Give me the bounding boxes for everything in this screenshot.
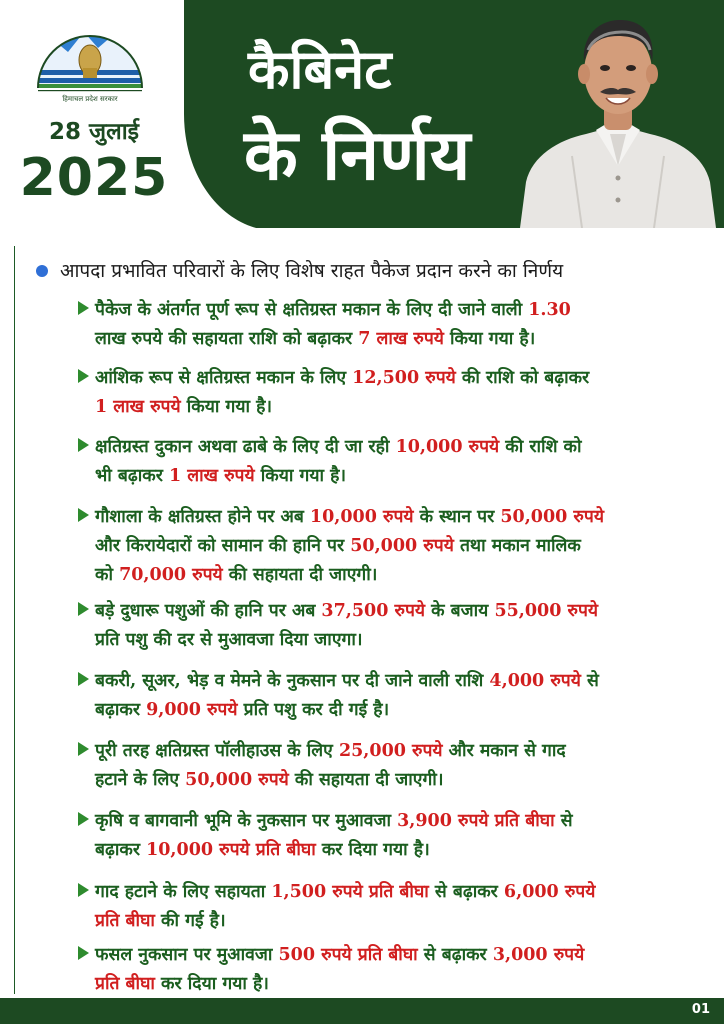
list-item	[78, 737, 698, 795]
list-item-text	[95, 667, 698, 725]
list-item	[78, 503, 698, 590]
text-segment: बड़े दुधारू पशुओं की हानि पर अब	[95, 601, 322, 621]
highlight-amount: 6,000 रुपये	[503, 882, 596, 902]
highlight-amount: 50,000 रुपये	[350, 536, 454, 556]
page-title-line1: कैबिनेट	[248, 38, 392, 101]
green-arrow-icon	[78, 438, 89, 452]
list-item	[78, 364, 698, 422]
highlight-amount: 3,000 रुपये	[492, 945, 585, 965]
text-segment: बकरी, सूअर, भेड़ व मेमने के नुकसान पर दी जाने वाली राशि	[95, 671, 490, 691]
text-segment: की सहायता दी जाएगी।	[222, 565, 378, 585]
text-segment: लाख रुपये की सहायता राशि को बढ़ाकर	[95, 329, 359, 349]
highlight-amount: 10,000 रुपये	[309, 507, 414, 527]
text-segment: कृषि व बागवानी भूमि के नुकसान पर मुआवजा	[95, 811, 398, 831]
text-segment: किया गया है।	[443, 329, 536, 349]
text-segment: और किरायेदारों को सामान की हानि पर	[95, 536, 351, 556]
highlight-amount: 7 लाख रुपये	[358, 329, 444, 349]
list-item-text	[95, 433, 698, 491]
highlight-amount: 3,900 रुपये प्रति बीघा	[397, 811, 555, 831]
highlight-amount: 10,000 रुपये	[395, 437, 500, 457]
bullet-dot-icon	[36, 265, 48, 277]
highlight-amount: 50,000 रुपये	[185, 770, 289, 790]
text-segment: किया गया है।	[180, 397, 273, 417]
highlight-amount: 50,000 रुपये	[500, 507, 604, 527]
section-heading	[36, 258, 714, 284]
list-item-text	[95, 878, 698, 936]
date-year: 2025	[19, 148, 169, 208]
logo-caption: हिमाचल प्रदेश सरकार	[62, 95, 118, 103]
list-item	[78, 667, 698, 725]
text-segment: बढ़ाकर	[95, 700, 147, 720]
highlight-amount: 70,000 रुपये	[119, 565, 223, 585]
section-heading-text: आपदा प्रभावित परिवारों के लिए विशेष राहत पैकेज प्रदान करने का निर्णय	[60, 260, 564, 282]
green-arrow-icon	[78, 883, 89, 897]
highlight-amount: 12,500 रुपये	[352, 368, 456, 388]
list-item-text	[95, 807, 698, 865]
green-arrow-icon	[78, 672, 89, 686]
highlight-amount: 9,000 रुपये	[146, 700, 238, 720]
chief-minister-photo	[512, 6, 724, 228]
green-arrow-icon	[78, 742, 89, 756]
list-item-text	[95, 296, 698, 354]
highlight-amount: 4,000 रुपये	[489, 671, 581, 691]
highlight-amount: 1 लाख रुपये	[95, 397, 181, 417]
green-arrow-icon	[78, 301, 89, 315]
list-item	[78, 597, 698, 655]
list-item	[78, 807, 698, 865]
left-guide-line	[14, 246, 15, 994]
highlight-amount: 37,500 रुपये	[321, 601, 426, 621]
text-segment: को	[95, 565, 120, 585]
text-segment: की राशि को बढ़ाकर	[455, 368, 590, 388]
date-day-month: 28 जुलाई	[49, 119, 139, 145]
text-segment: भी बढ़ाकर	[95, 466, 169, 486]
text-segment: पूरी तरह क्षतिग्रस्त पॉलीहाउस के लिए	[95, 741, 339, 761]
text-segment: आंशिक रूप से क्षतिग्रस्त मकान के लिए	[95, 368, 353, 388]
text-segment: की गई है।	[154, 911, 226, 931]
text-segment: बढ़ाकर	[95, 840, 147, 860]
green-arrow-icon	[78, 508, 89, 522]
list-item-text	[95, 503, 698, 590]
text-segment: की सहायता दी जाएगी।	[288, 770, 444, 790]
highlight-amount: प्रति बीघा	[95, 911, 155, 931]
green-arrow-icon	[78, 369, 89, 383]
text-segment: से बढ़ाकर	[417, 945, 493, 965]
list-item	[78, 878, 698, 936]
green-arrow-icon	[78, 946, 89, 960]
text-segment: कर दिया गया है।	[154, 974, 269, 994]
text-segment: से	[554, 811, 573, 831]
text-segment: से बढ़ाकर	[428, 882, 504, 902]
text-segment: क्षतिग्रस्त दुकान अथवा ढाबे के लिए दी जा रही	[95, 437, 396, 457]
list-item	[78, 296, 698, 354]
highlight-amount: 10,000 रुपये प्रति बीघा	[146, 840, 316, 860]
page-number: 01	[691, 1002, 710, 1017]
footer-bar	[0, 998, 724, 1024]
highlight-amount: 1.30	[528, 300, 571, 320]
text-segment: गाद हटाने के लिए सहायता	[95, 882, 272, 902]
header	[0, 0, 724, 228]
text-segment: के बजाय	[425, 601, 495, 621]
text-segment: हटाने के लिए	[95, 770, 186, 790]
text-segment: किया गया है।	[254, 466, 347, 486]
text-segment: गौशाला के क्षतिग्रस्त होने पर अब	[95, 507, 310, 527]
text-segment: और मकान से गाद	[442, 741, 566, 761]
list-item-text	[95, 597, 698, 655]
text-segment: प्रति पशु कर दी गई है।	[237, 700, 390, 720]
highlight-amount: 1,500 रुपये प्रति बीघा	[271, 882, 429, 902]
text-segment: फसल नुकसान पर मुआवजा	[95, 945, 279, 965]
list-item	[78, 941, 698, 999]
list-item-text	[95, 364, 698, 422]
text-segment: की राशि को	[499, 437, 582, 457]
text-segment: कर दिया गया है।	[315, 840, 430, 860]
highlight-amount: 25,000 रुपये	[338, 741, 443, 761]
highlight-amount: प्रति बीघा	[95, 974, 155, 994]
himachal-emblem-icon	[34, 14, 146, 106]
text-segment: प्रति पशु की दर से मुआवजा दिया जाएगा।	[95, 630, 363, 650]
text-segment: पैकेज के अंतर्गत पूर्ण रूप से क्षतिग्रस्त मकान के लिए दी जाने वाली	[95, 300, 529, 320]
text-segment: तथा मकान मालिक	[453, 536, 581, 556]
page-title-line2: के निर्णय	[244, 114, 471, 196]
text-segment: से	[580, 671, 599, 691]
green-arrow-icon	[78, 812, 89, 826]
text-segment: के स्थान पर	[413, 507, 501, 527]
highlight-amount: 500 रुपये प्रति बीघा	[278, 945, 418, 965]
list-item-text	[95, 737, 698, 795]
green-arrow-icon	[78, 602, 89, 616]
list-item-text	[95, 941, 698, 999]
highlight-amount: 55,000 रुपये	[494, 601, 599, 621]
highlight-amount: 1 लाख रुपये	[169, 466, 255, 486]
list-item	[78, 433, 698, 491]
